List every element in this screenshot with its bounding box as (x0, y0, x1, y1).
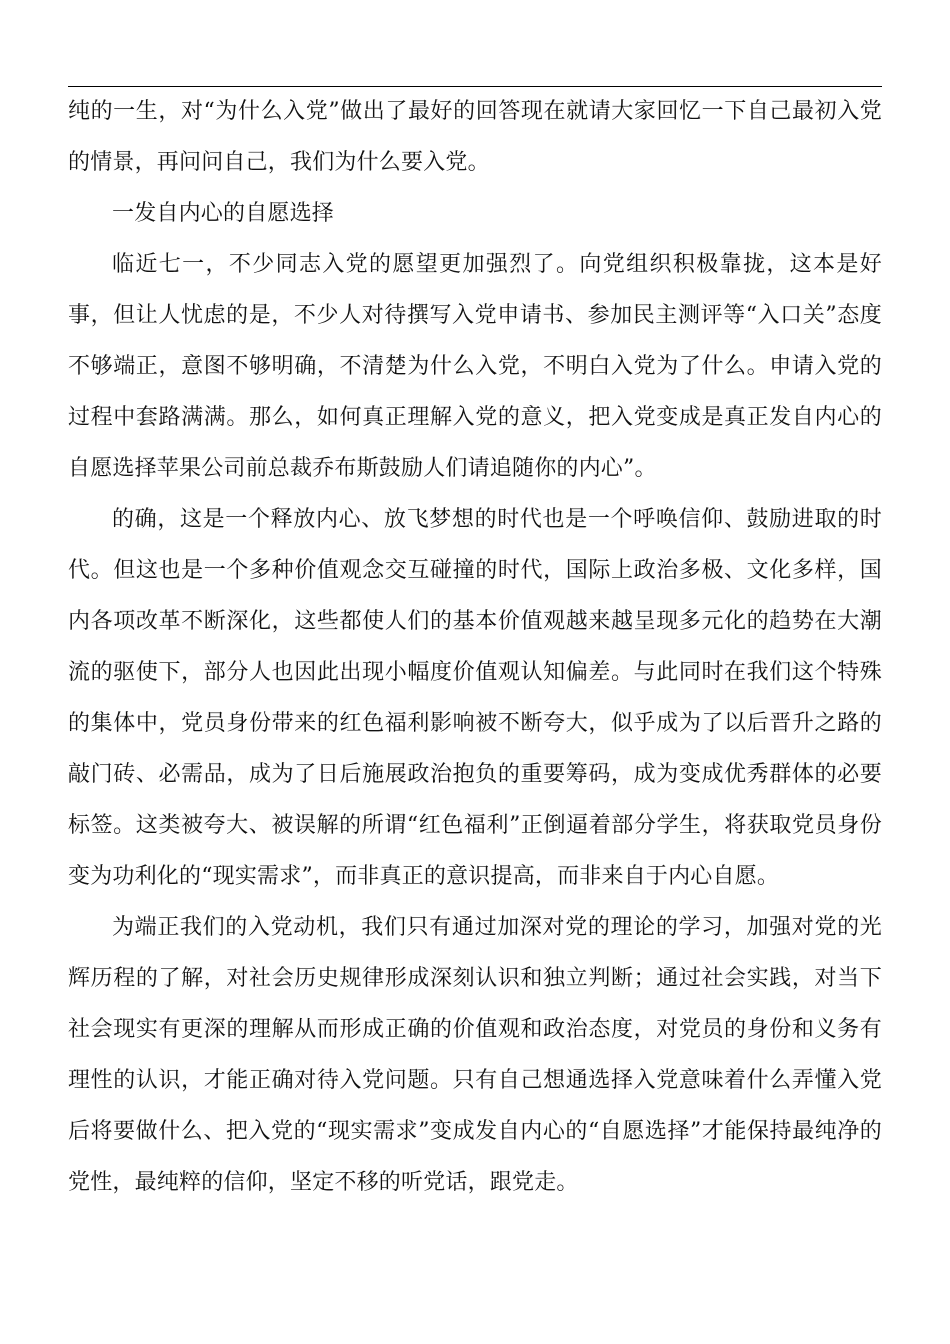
section-heading: 一发自内心的自愿选择 (112, 201, 335, 226)
paragraph-continuation: 纯的一生，对“为什么入党”做出了最好的回答现在就请大家回忆一下自己最初入党的情景，再问问自己，我们为什么要入党。 (68, 99, 882, 175)
paragraph: 临近七一，不少同志入党的愿望更加强烈了。向党组织积极靠拢，这本是好事，但让人忧虑的是，不少人对待撰写入党申请书、参加民主测评等“入口关”态度不够端正，意图不够明确，不清楚为什么入党，不明白入党为了什么。申请入党的过程中套路满满。那么，如何真正理解入党的意义，把入党变成是真正发自内心的自愿选择苹果公司前总裁乔布斯鼓励人们请追随你的内心”。 (68, 252, 882, 481)
document-body (68, 86, 882, 1208)
paragraph: 为端正我们的入党动机，我们只有通过加深对党的理论的学习，加强对党的光辉历程的了解，对社会历史规律形成深刻认识和独立判断；通过社会实践，对当下社会现实有更深的理解从而形成正确的价值观和政治态度，对党员的身份和义务有理性的认识，才能正确对待入党问题。只有自己想通选择入党意味着什么弄懂入党后将要做什么、把入党的“现实需求”变成发自内心的“自愿选择”才能保持最纯净的党性，最纯粹的信仰，坚定不移的听党话，跟党走。 (68, 915, 882, 1195)
paragraph: 的确，这是一个释放内心、放飞梦想的时代也是一个呼唤信仰、鼓励进取的时代。但这也是一个多种价值观念交互碰撞的时代，国际上政治多极、文化多样，国内各项改革不断深化，这些都使人们的基本价值观越来越呈现多元化的趋势在大潮流的驱使下，部分人也因此出现小幅度价值观认知偏差。与此同时在我们这个特殊的集体中，党员身份带来的红色福利影响被不断夸大，似乎成为了以后晋升之路的敲门砖、必需品，成为了日后施展政治抱负的重要筹码，成为变成优秀群体的必要标签。这类被夸大、被误解的所谓“红色福利”正倒逼着部分学生，将获取党员身份变为功利化的“现实需求”，而非真正的意识提高，而非来自于内心自愿。 (68, 507, 882, 889)
